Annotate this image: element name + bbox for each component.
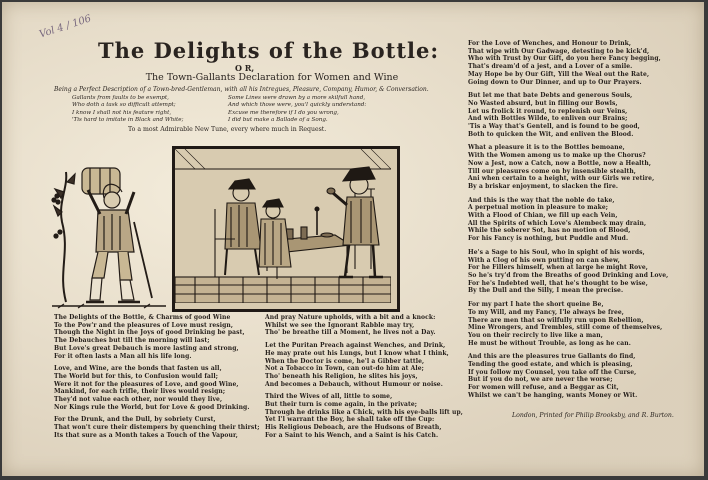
ballad-line: What a pleasure it is to the Bottles bemoane, bbox=[468, 144, 625, 152]
ballad-line: Nor Kings rule the World, but for Love & good Drinking. bbox=[54, 403, 250, 411]
ballad-line: For women will refuse, and a Beggar as Cit, bbox=[468, 384, 619, 392]
ballad-column-right bbox=[468, 40, 668, 406]
ballad-line: Tending the good estate, and which is pleasing, bbox=[468, 361, 633, 369]
ballad-line: That wipe with Our Gadwage, detesting to be kick'd, bbox=[468, 47, 650, 55]
ballad-line: Tho' be breathe till a Moment, he lives not a Day. bbox=[265, 329, 436, 337]
ballad-line: Love, and Wine, are the bonds that fasten us all, bbox=[54, 365, 222, 373]
ballad-line: He's a Sage to his Soul, who in spight of his words, bbox=[468, 248, 645, 256]
ballad-line: For my part I hate the short queine Be, bbox=[468, 301, 604, 309]
ballad-line: So he's try'd from the Breaths of good Drinking and Love, bbox=[468, 271, 669, 279]
stanza bbox=[265, 342, 463, 388]
stanza bbox=[468, 197, 668, 243]
stanza bbox=[468, 144, 668, 190]
ballad-line: With the Women among us to make up the Chorus? bbox=[468, 152, 646, 160]
ballad-line: But their turn is come again, in the private; bbox=[265, 401, 418, 409]
ballad-line: With a Flood of Chian, we fill up each Vein, bbox=[468, 212, 618, 220]
tune-line: To a most Admirable New Tune, every where much in Request. bbox=[128, 126, 327, 133]
ballad-line: Though the Night in the Joys of good Drinking be past, bbox=[54, 329, 245, 337]
printer-imprint: London, Printed for Philip Brooksby, and R. Burton. bbox=[512, 412, 674, 419]
ballad-line: Going down to Our Dinner, and up to Our Prayers. bbox=[468, 78, 642, 86]
stanza bbox=[468, 249, 668, 295]
ballad-line: But Love's great Debauch is more lasting and strong, bbox=[54, 344, 239, 352]
intro-verse-line: Gallants from faults to be exempt, bbox=[72, 95, 169, 101]
ballad-line: For he Fillers himself, when at large he might Rove, bbox=[468, 264, 648, 272]
ballad-line: Whilst we can't be hanging, wants Money or Wit. bbox=[468, 391, 638, 399]
stanza bbox=[54, 314, 260, 360]
ballad-line: But let me that bate Debts and generous Souls, bbox=[468, 92, 633, 100]
ballad-line: That's dream'd of a jest, and a Lover of a smile. bbox=[468, 63, 633, 71]
stanza bbox=[468, 353, 668, 399]
ballad-line: By the Dull and the Silly, I mean the precise. bbox=[468, 287, 624, 295]
ballad-description: Being a Perfect Description of a Town-bred-Gentleman, with all his Intregues, Pleasure, Company, Humor, & Conversation. bbox=[54, 86, 429, 93]
ballad-line: Let us frolick it round, to replenish our Veins, bbox=[468, 107, 628, 115]
barrel-drinker-woodcut bbox=[48, 152, 170, 310]
ballad-line: For the Drunk, and the Dull, by sobriety Curst, bbox=[54, 416, 216, 424]
ballad-line: For the Love of Wenches, and Honour to Drink, bbox=[468, 40, 632, 47]
ballad-line: Ani when certain to a height, with our Girls we retire, bbox=[468, 175, 655, 183]
ballad-line: His Religious Deboach, are the Hudsons of Breath, bbox=[265, 424, 442, 432]
ballad-line: That won't cure their distempers by quenching their thirst; bbox=[54, 424, 260, 432]
ballad-line: 'Tis a Way that's Gentell, and is found to be good, bbox=[468, 123, 640, 131]
ballad-line: For a Saint to his Wench, and a Saint is his Catch. bbox=[265, 431, 439, 439]
ballad-line: By a briskar enjoyment, to slacken the fire. bbox=[468, 182, 619, 190]
intro-verse-line: 'Tis hard to imitate in Black and White; bbox=[72, 117, 184, 124]
ballad-line: Its that sure as a Month takes a Touch of the Vapour, bbox=[54, 431, 238, 439]
ballad-line: And this are the pleasures true Gallants do find, bbox=[468, 353, 636, 361]
ballad-line: To the Pow'r and the pleasures of Love must resign, bbox=[54, 321, 234, 329]
ballad-line: The World but for this, to Confusion would fall; bbox=[54, 372, 219, 380]
ballad-column-left bbox=[54, 314, 260, 445]
intro-verse-left bbox=[72, 95, 183, 125]
ballad-line: But if you do not, we are never the worse; bbox=[468, 376, 613, 384]
stanza bbox=[265, 314, 463, 337]
ballad-line: Now a Jest, now a Catch, now a Bottle, now a Health, bbox=[468, 159, 652, 167]
tavern-scene-woodcut bbox=[172, 146, 400, 312]
stanza bbox=[468, 40, 668, 86]
ballad-line: Third the Wives of all, little to some, bbox=[265, 393, 393, 401]
ballad-line: Were it not for the pleasures of Love, and good Wine, bbox=[54, 380, 239, 388]
ballad-line: For he's Indebted well, that he's thought to be wise, bbox=[468, 279, 648, 287]
ballad-line: If you follow my Counsel, you take off the Curse, bbox=[468, 368, 637, 376]
intro-verse-line: Who doth a task so difficult attempt; bbox=[72, 102, 176, 109]
ballad-line: You on their recircly to live like a man, bbox=[468, 331, 603, 339]
ballad-line: Through he drinks like a Chick, with his eye-balls lift up, bbox=[265, 408, 463, 416]
ballad-line: He must be without Trouble, as long as he can. bbox=[468, 339, 631, 347]
ballad-line: All the Spirits of which Love's Alembeck may drain, bbox=[468, 219, 647, 227]
stanza bbox=[468, 301, 668, 347]
ballad-line: When the Doctor is come, he'l a Gibber tattle, bbox=[265, 357, 425, 365]
ballad-line: And pray Nature upholds, with a bit and a knock: bbox=[265, 314, 436, 321]
ballad-line: For his Fancy is nothing, but Puddle and Mud. bbox=[468, 235, 629, 243]
ballad-line: While the soberer Sot, has no motion of Blood, bbox=[468, 227, 631, 235]
ballad-line: Let the Puritan Preach against Wenches, and Drink, bbox=[265, 342, 446, 350]
ballad-line: They'd not value each other, nor would they live, bbox=[54, 396, 223, 404]
ballad-line: The Debauches but till the morning will last; bbox=[54, 337, 210, 345]
intro-verse-line: And which those were, you'l quickly understand: bbox=[228, 102, 367, 109]
stanza bbox=[54, 365, 260, 411]
stanza bbox=[54, 416, 260, 439]
ballad-line: The Delights of the Bottle, & Charms of good Wine bbox=[54, 314, 231, 321]
stanza bbox=[468, 92, 668, 138]
ballad-line: With a Clog of his own putting on can shew, bbox=[468, 256, 620, 264]
ballad-line: Mine Wrongers, and Trembles, still come of themselves, bbox=[468, 324, 663, 332]
ballad-line: Till our pleasures come on by insensible stealth, bbox=[468, 167, 636, 175]
ballad-column-middle bbox=[265, 314, 463, 445]
handwritten-margin-note: Vol 4 / 106 bbox=[38, 13, 93, 41]
ballad-line: A perpetual motion in pleasure to make; bbox=[468, 204, 609, 212]
stanza bbox=[265, 393, 463, 439]
ballad-line: And becomes a Debauch, without Humour or noise. bbox=[265, 380, 443, 388]
ballad-line: Yet I'l warrant the Boy, he shall take off the Cup: bbox=[265, 416, 435, 424]
ballad-line: Both to quicken the Wit, and enliven the Blood. bbox=[468, 130, 634, 138]
ballad-line: And this is the way that the noble do take, bbox=[468, 196, 615, 204]
intro-verse-right bbox=[228, 95, 366, 125]
ballad-line: To my Will, and my Fancy, I'le always be free, bbox=[468, 308, 624, 316]
ballad-line: And with Bottles Wilde, to enliven our Brains; bbox=[468, 115, 628, 123]
intro-verse-line: Excuse me therefore if I do you wrong, bbox=[228, 109, 339, 116]
ballad-line: There are men that so wilfully run upon Rebellion, bbox=[468, 316, 644, 324]
ballad-line: He may prate out his Lungs, but I know what I think, bbox=[265, 349, 449, 357]
intro-verse-line: I did but make a Ballade of a Song. bbox=[228, 117, 328, 124]
broadside-sheet bbox=[2, 2, 704, 476]
ballad-line: No Wasted absurd, but in filling our Bowls, bbox=[468, 99, 618, 107]
ballad-line: Not a Tobacco in Town, can out-do him at Ale; bbox=[265, 365, 424, 373]
ballad-line: For it often lasts a Man all his life long. bbox=[54, 352, 192, 360]
ballad-line: Mankind, for each trifle, their lives would resign; bbox=[54, 388, 226, 396]
intro-verse-line: I know I shall not his feature right, bbox=[72, 109, 172, 116]
intro-verse-line: Some Lines were drawn by a more skilfull hand, bbox=[228, 95, 366, 101]
ballad-subtitle: The Town-Gallants Declaration for Women and Wine bbox=[145, 72, 399, 83]
title-or: O R, bbox=[235, 63, 255, 73]
ballad-title: The Delights of the Bottle: bbox=[98, 38, 440, 63]
ballad-line: May Hope be by Our Gift, Yill the Weal out the Rate, bbox=[468, 70, 650, 78]
ballad-line: Whilst we see the Ignorant Rabble may try, bbox=[265, 321, 415, 329]
ballad-line: Who with Trust by Our Gift, do you here Fancy begging, bbox=[468, 55, 661, 63]
ballad-line: Tho' beneath his Religion, he slites his joys, bbox=[265, 372, 418, 380]
